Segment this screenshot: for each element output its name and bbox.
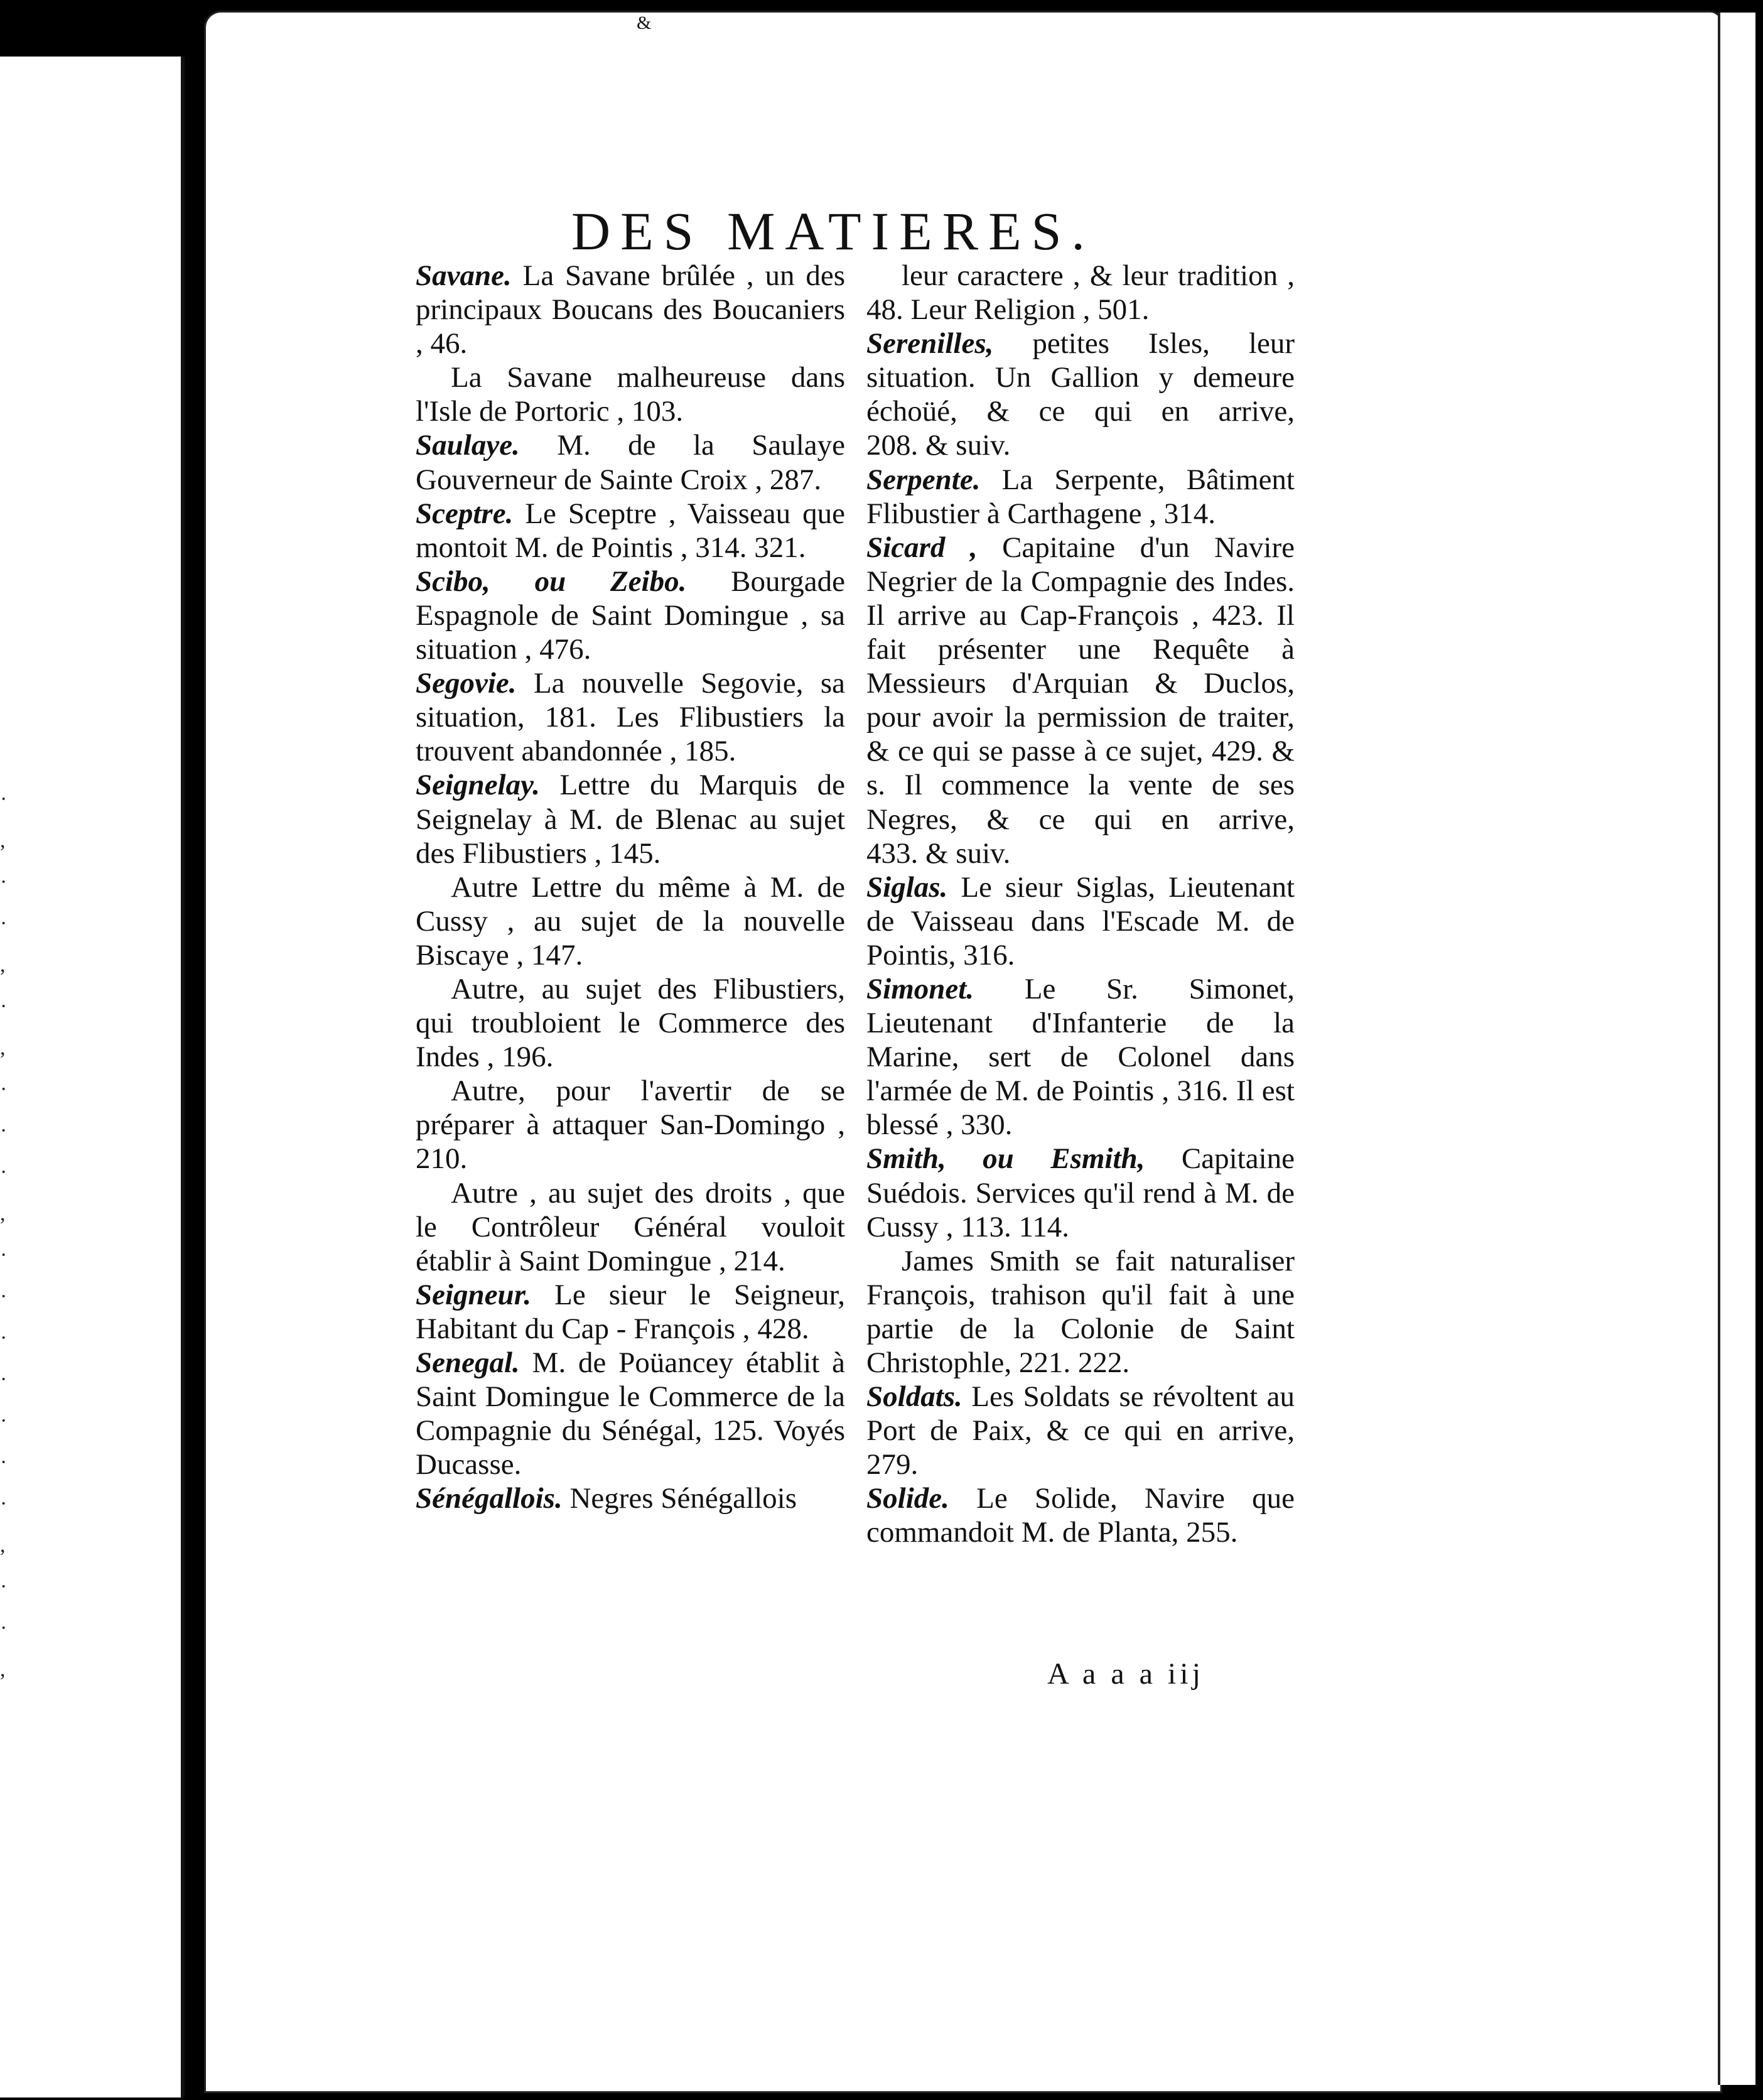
index-entry bbox=[866, 1380, 1295, 1481]
entry-text: La nouvelle Segovie, sa situation, 181. Les Flibustiers la trouvent abandonnée , bbox=[416, 667, 845, 768]
entry-page-ref: 501. bbox=[1097, 293, 1150, 327]
entry-page-ref: 428. bbox=[757, 1312, 809, 1345]
entry-keyword: Siglas. bbox=[866, 870, 948, 904]
index-entry bbox=[416, 428, 845, 496]
entry-keyword: Scibo, ou Zeibo. bbox=[416, 565, 687, 598]
top-ornament: & bbox=[637, 13, 652, 33]
entry-text: Le Solide, Navire que commandoit M. de Planta, bbox=[866, 1482, 1295, 1549]
entry-keyword: Serpente. bbox=[866, 463, 981, 496]
index-entry bbox=[416, 972, 845, 1074]
index-column-left bbox=[416, 259, 845, 1515]
entry-text: Autre , au sujet des droits , que le Contrôleur Général vouloit établir à Saint Domingue , bbox=[416, 1176, 845, 1277]
entry-text: Autre, au sujet des Flibustiers, qui troubloient le Commerce des Indes , bbox=[416, 972, 845, 1074]
entry-page-ref: 214. bbox=[733, 1244, 785, 1277]
index-entry bbox=[416, 870, 845, 972]
entry-page-ref: 113. 114. bbox=[961, 1210, 1069, 1243]
entry-page-ref: 103. bbox=[631, 395, 684, 428]
entry-page-ref: 46. bbox=[430, 327, 468, 360]
entry-text: Capitaine Suédois. Services qu'il rend à M. de Cussy , bbox=[866, 1142, 1295, 1243]
page-heading: DES MATIERES. bbox=[571, 201, 1095, 261]
index-entry bbox=[866, 1142, 1295, 1243]
index-entry bbox=[866, 1481, 1295, 1549]
entry-keyword: Saulaye. bbox=[416, 429, 520, 462]
index-entry bbox=[416, 1481, 845, 1515]
entry-text: La Savane brûlée , un des principaux Boucans des Boucaniers , bbox=[416, 259, 846, 360]
index-entry bbox=[866, 870, 1295, 972]
entry-page-ref: 196. bbox=[502, 1041, 554, 1074]
index-entry bbox=[866, 259, 1295, 327]
entry-text: Les Soldats se révoltent au Port de Paix, & ce qui en arrive, bbox=[866, 1380, 1295, 1448]
index-column-right bbox=[866, 259, 1295, 1550]
page-right-edge bbox=[1718, 13, 1755, 2085]
index-entry bbox=[416, 666, 845, 768]
facing-page-edge bbox=[0, 57, 185, 2097]
entry-keyword: Smith, ou Esmith, bbox=[866, 1142, 1145, 1176]
entry-page-ref: 433. & suiv. bbox=[866, 836, 1011, 870]
index-entry bbox=[416, 360, 845, 428]
entry-text: M. de la Saulaye Gouverneur de Sainte Croix , bbox=[416, 429, 846, 496]
index-entry bbox=[866, 463, 1295, 531]
entry-keyword: Savane. bbox=[416, 259, 512, 292]
index-entry bbox=[416, 259, 845, 360]
index-entry bbox=[866, 327, 1295, 462]
entry-page-ref: 147. bbox=[531, 938, 583, 972]
entry-keyword: Sceptre. bbox=[416, 497, 514, 530]
entry-page-ref: 279. bbox=[866, 1448, 919, 1481]
entry-keyword: Segovie. bbox=[416, 667, 517, 700]
entry-page-ref: 287. bbox=[769, 463, 822, 496]
entry-text: Negres Sénégallois bbox=[569, 1482, 797, 1515]
index-entry bbox=[416, 1176, 845, 1278]
entry-keyword: Sicard , bbox=[866, 531, 978, 564]
entry-keyword: Soldats. bbox=[866, 1380, 962, 1414]
entry-text: petites Isles, leur situation. Un Gallion y demeure échoüé, & ce qui en arrive, bbox=[866, 327, 1295, 428]
entry-text: James Smith se fait naturaliser François, trahison qu'il fait à une partie de la Colonie de Saint Christophle, bbox=[866, 1244, 1295, 1379]
index-entry bbox=[866, 1244, 1295, 1380]
entry-text: Le sieur le Seigneur, Habitant du Cap - François , bbox=[416, 1278, 845, 1345]
entry-keyword: Serenilles, bbox=[866, 327, 994, 360]
entry-text: Autre, pour l'avertir de se préparer à attaquer San-Domingo , bbox=[416, 1074, 845, 1142]
entry-page-ref: 476. bbox=[539, 633, 591, 666]
entry-text: M. de Poüancey établit à Saint Domingue le Commerce de la Compagnie du Sénégal, 125. Voyés bbox=[416, 1346, 845, 1448]
entry-text: La Serpente, Bâtiment Flibustier à Carthagene , bbox=[866, 463, 1295, 530]
entry-text: Le Sr. Simonet, Lieutenant d'Infanterie de la Marine, sert de Colonel dans l'armée de M. de Pointis , 316. Il est blessé , bbox=[866, 972, 1295, 1142]
entry-page-ref: 210. bbox=[416, 1142, 468, 1176]
index-entry bbox=[866, 531, 1295, 870]
entry-text: Capitaine d'un Navire Negrier de la Compagnie des Indes. Il arrive au Cap-François , 423. Il fait présenter une Requête à Messieurs d'Arquian & Duclos, pour avoir la permission de traiter, & ce qui se passe à ce sujet, 429. & s. Il commence la vente de ses Negres, & ce qui en arrive, bbox=[866, 531, 1295, 836]
entry-keyword: Senegal. bbox=[416, 1346, 520, 1379]
entry-page-ref: 221. 222. bbox=[1018, 1346, 1130, 1379]
index-entry bbox=[866, 972, 1295, 1142]
entry-page-ref: Ducasse. bbox=[416, 1448, 522, 1481]
entry-page-ref: 185. bbox=[684, 735, 736, 768]
entry-text: Bourgade Espagnole de Saint Domingue , sa situation , bbox=[416, 565, 845, 666]
entry-text: Autre Lettre du même à M. de Cussy , au sujet de la nouvelle Biscaye , bbox=[416, 870, 845, 972]
entry-keyword: Solide. bbox=[866, 1482, 949, 1515]
entry-keyword: Seignelay. bbox=[416, 769, 540, 802]
entry-text: Le sieur Siglas, Lieutenant de Vaisseau dans l'Escade M. de Pointis, bbox=[866, 870, 1295, 972]
entry-text: leur caractere , & leur tradition , 48. Leur Religion , bbox=[866, 259, 1295, 327]
index-entry bbox=[416, 1074, 845, 1176]
entry-page-ref: 255. bbox=[1186, 1516, 1238, 1549]
facing-page-margin-marks: · , · · , · , · · · , · · · · · · · , · · , bbox=[0, 788, 8, 1681]
entry-page-ref: 316. bbox=[963, 938, 1015, 972]
index-entry bbox=[416, 1346, 845, 1481]
entry-page-ref: 208. & suiv. bbox=[866, 429, 1011, 462]
entry-text: Le Sceptre , Vaisseau que montoit M. de Pointis , bbox=[416, 497, 846, 564]
index-entry bbox=[416, 497, 845, 565]
entry-page-ref: 314. bbox=[1163, 497, 1216, 530]
index-entry bbox=[416, 768, 845, 870]
entry-keyword: Simonet. bbox=[866, 972, 974, 1005]
signature-mark: A a a a iij bbox=[1047, 1657, 1204, 1691]
index-entry bbox=[416, 1278, 845, 1346]
index-entry bbox=[416, 565, 845, 666]
entry-page-ref: 330. bbox=[961, 1108, 1013, 1142]
entry-keyword: Seigneur. bbox=[416, 1278, 532, 1311]
entry-text: La Savane malheureuse dans l'Isle de Portoric , bbox=[416, 361, 845, 428]
entry-text: Lettre du Marquis de Seignelay à M. de Blenac au sujet des Flibustiers , bbox=[416, 769, 845, 870]
entry-keyword: Sénégallois. bbox=[416, 1482, 563, 1515]
entry-page-ref: 145. bbox=[609, 836, 661, 870]
entry-page-ref: 314. 321. bbox=[695, 531, 806, 564]
